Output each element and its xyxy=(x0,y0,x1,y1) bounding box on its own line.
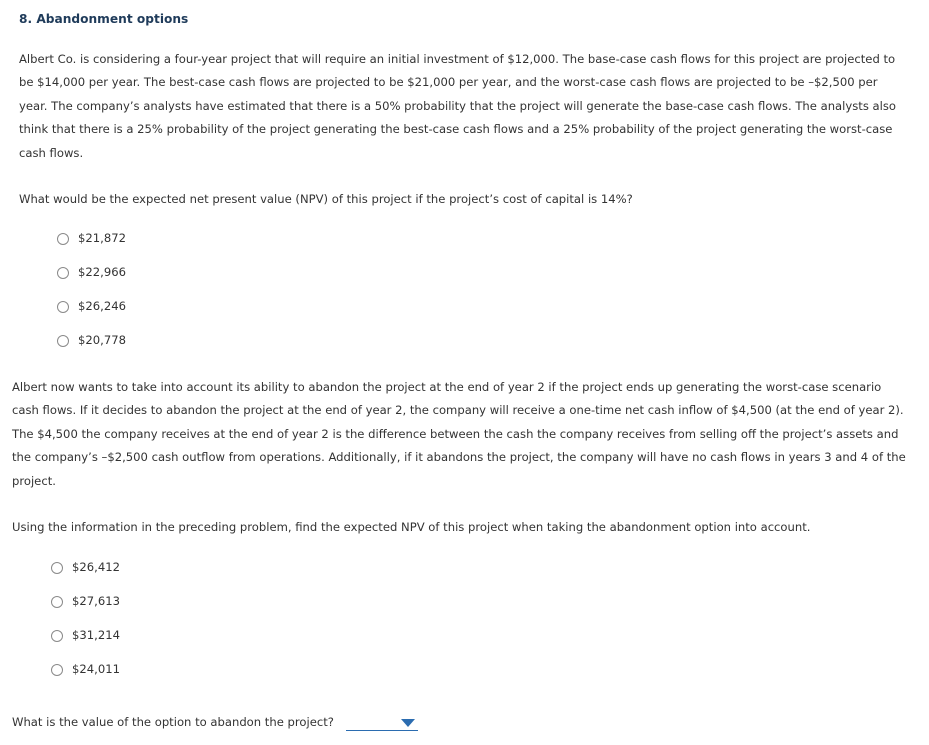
radio-button[interactable] xyxy=(57,335,69,347)
abandonment-description: Albert now wants to take into account its ability to abandon the project at the end of year 2 if the project ends up generating the worst-case scenario cash flows. If it decides to abandon the project at the end of year 2, the company will receive a one-time net cash inflow of $4,500 (at the end of year 2). The $4,500 the company receives at the end of year 2 is the difference between the cash the company receives from selling off the project’s assets and the company’s –$2,500 cash outflow from operations. Additionally, if it abandons the project, the company will have no cash flows in years 3 and 4 of the project. xyxy=(12,380,906,488)
option-label: $24,011 xyxy=(72,662,120,676)
radio-button[interactable] xyxy=(51,596,63,608)
question-2-option[interactable] xyxy=(51,661,120,695)
question-1-option[interactable] xyxy=(57,264,126,298)
question-1-option[interactable] xyxy=(57,332,126,366)
option-label: $26,246 xyxy=(78,299,126,313)
option-label: $26,412 xyxy=(72,560,120,574)
question-1-option[interactable] xyxy=(57,298,126,332)
triangle-down-icon[interactable] xyxy=(401,719,415,727)
option-label: $20,778 xyxy=(78,333,126,347)
option-label: $22,966 xyxy=(78,265,126,279)
question-2-option[interactable] xyxy=(51,559,120,593)
radio-button[interactable] xyxy=(57,301,69,313)
question-3-text: What is the value of the option to abandon the project? xyxy=(12,715,334,729)
radio-button[interactable] xyxy=(57,267,69,279)
option-label: $31,214 xyxy=(72,628,120,642)
question-2-option[interactable] xyxy=(51,627,120,661)
question-1-text: What would be the expected net present value (NPV) of this project if the project’s cost of capital is 14%? xyxy=(19,192,633,206)
radio-button[interactable] xyxy=(51,562,63,574)
question-1-options xyxy=(57,230,126,366)
option-label: $27,613 xyxy=(72,594,120,608)
option-label: $21,872 xyxy=(78,231,126,245)
option-value-dropdown[interactable] xyxy=(346,712,418,731)
radio-button[interactable] xyxy=(57,233,69,245)
question-2-options xyxy=(51,559,120,695)
radio-button[interactable] xyxy=(51,664,63,676)
question-1-option[interactable] xyxy=(57,230,126,264)
problem-intro: Albert Co. is considering a four-year project that will require an initial investment of $12,000. The base-case cash flows for this project are projected to be $14,000 per year. The best-case cash flows are projected to be $21,000 per year, and the worst-case cash flows are projected to be –$2,500 per year. The company’s analysts have estimated that there is a 50% probability that the project will generate the base-case cash flows. The analysts also think that there is a 25% probability of the project generating the best-case cash flows and a 25% probability of the project generating the worst-case cash flows. xyxy=(19,52,897,160)
question-2-option[interactable] xyxy=(51,593,120,627)
section-title: 8. Abandonment options xyxy=(19,12,189,26)
radio-button[interactable] xyxy=(51,630,63,642)
question-2-text: Using the information in the preceding problem, find the expected NPV of this project when taking the abandonment option into account. xyxy=(12,520,811,534)
